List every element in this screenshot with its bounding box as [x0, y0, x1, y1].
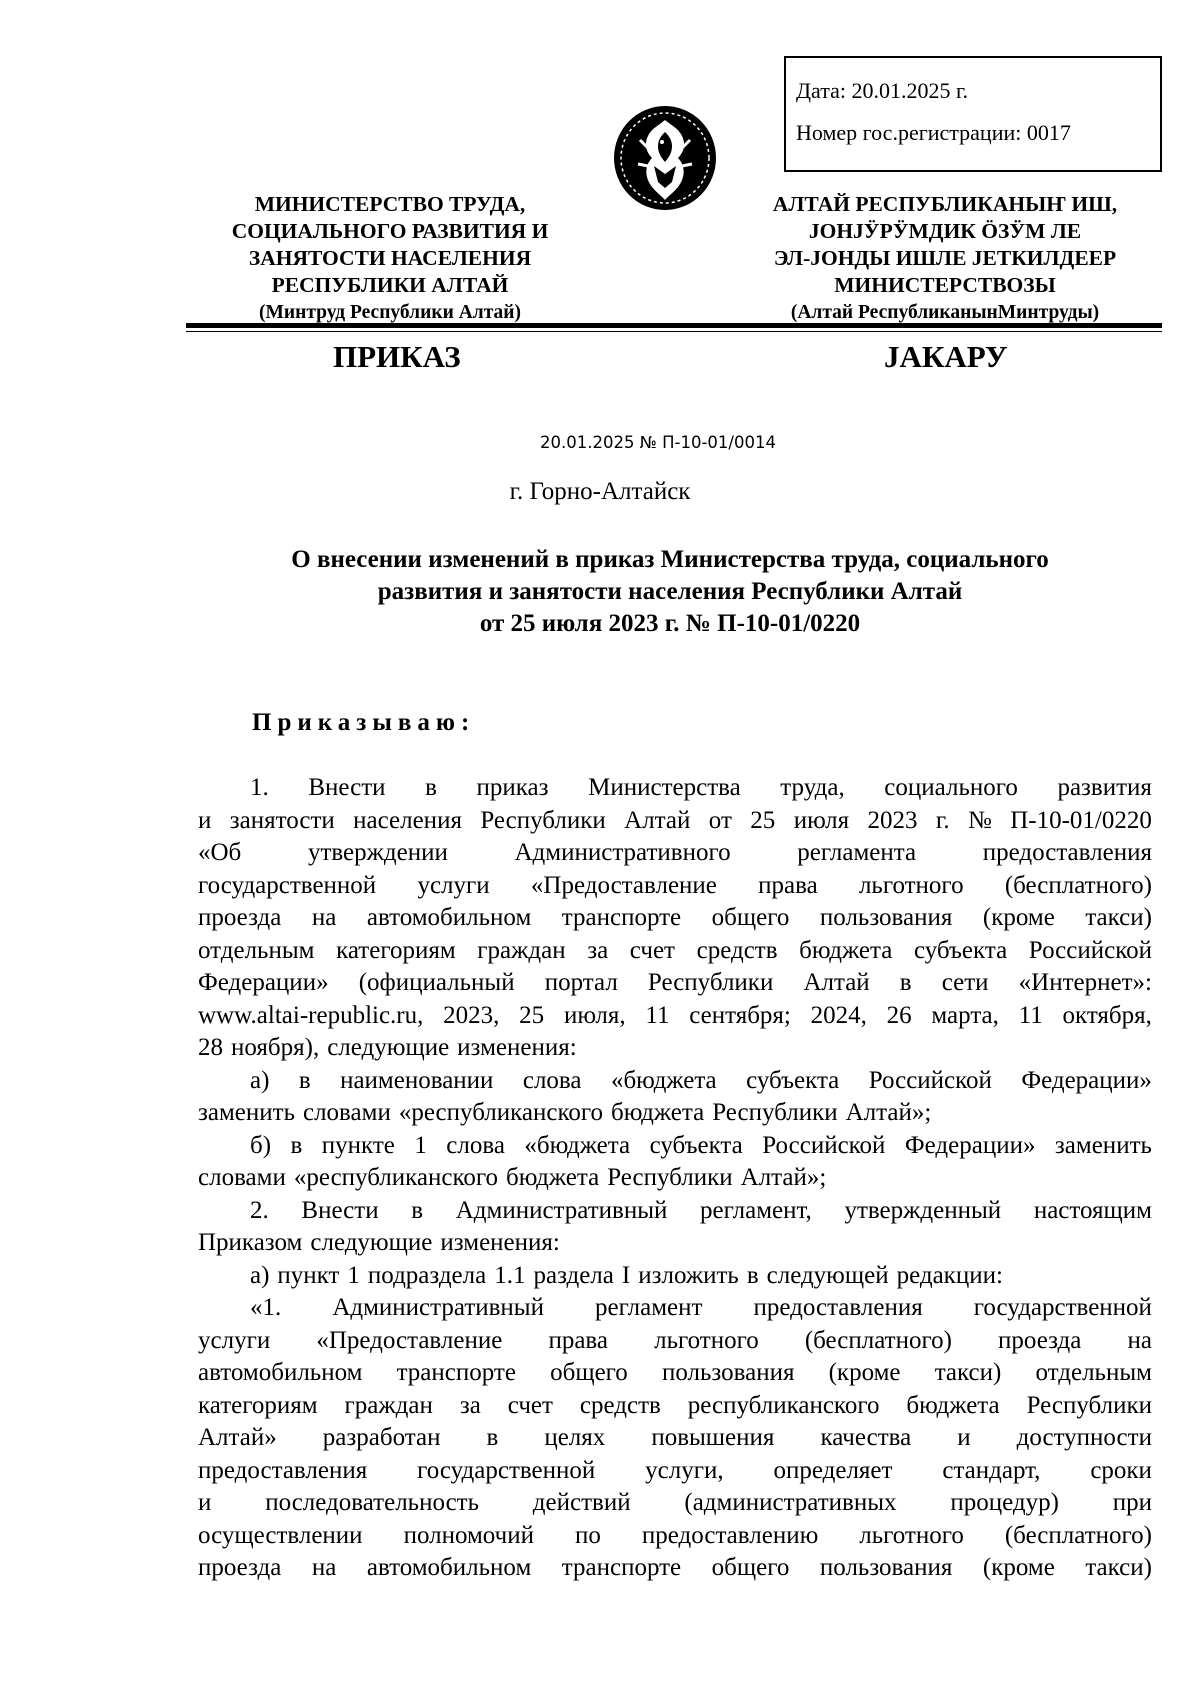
body-word: услуги [417, 871, 490, 899]
body-word: счет [507, 1391, 553, 1419]
body-word: социального [884, 774, 1018, 801]
body-word: заменить [1054, 1131, 1152, 1159]
body-word: проезда [198, 904, 282, 931]
body-word: Российской [868, 1066, 992, 1094]
body-line [198, 1422, 1152, 1455]
body-word: категориям [336, 936, 456, 964]
body-line [198, 1000, 1152, 1033]
body-word: «Предоставление [316, 1326, 503, 1354]
body-word: изменения: [440, 1229, 560, 1256]
body-word: автомобильном [366, 904, 532, 931]
body-word: Республики [1026, 1391, 1152, 1419]
body-word: портал [544, 969, 618, 996]
body-word: государственной [198, 871, 377, 899]
body-word: следующие [310, 1229, 433, 1256]
body-word: 2024, [810, 1001, 867, 1029]
body-word: бюджета [506, 1164, 600, 1191]
body-word: бюджета [906, 1391, 1000, 1419]
body-word: на [311, 904, 337, 931]
body-word: 1.1 [494, 1261, 526, 1289]
body-word: редакции: [896, 1261, 1003, 1289]
document-title-line: от 25 июля 2023 г. № П-10-01/0220 [479, 610, 861, 637]
body-word: (кроме [982, 1554, 1055, 1581]
body-word: «республиканского [398, 1099, 603, 1126]
body-word: 11 [645, 1001, 670, 1029]
body-word: услуги, [645, 1456, 724, 1484]
body-word: регламент [595, 1294, 703, 1321]
body-word: средств [579, 1391, 661, 1419]
body-word: Республики [647, 969, 774, 996]
body-word: доступности [1016, 1424, 1152, 1451]
body-word: 26 [886, 1001, 912, 1029]
body-word: Федерации» [198, 969, 329, 996]
ministry-left-line: МИНИСТЕРСТВО ТРУДА, [254, 192, 526, 216]
document-body [198, 772, 1152, 1585]
body-word: в [411, 1196, 424, 1224]
body-word: наименовании [340, 1066, 494, 1094]
body-word: Алтай»; [740, 1164, 827, 1191]
body-word: отдельным [1035, 1359, 1152, 1386]
ministry-right-line: АЛТАЙ РЕСПУБЛИКАНЫҤ ИШ, [772, 192, 1118, 216]
body-word: субъекта [913, 936, 1008, 964]
body-line [198, 902, 1152, 935]
body-word: регламента [797, 839, 917, 866]
body-word: следующие [327, 1034, 450, 1061]
body-word: полномочий [403, 1521, 534, 1549]
body-word: и [198, 1489, 212, 1516]
body-word: сентября; [689, 1001, 791, 1029]
body-word: (административных [684, 1489, 897, 1516]
body-word: автомобильном [366, 1554, 532, 1581]
body-word: Алтай»; [845, 1099, 932, 1126]
body-word: 1 [414, 1131, 427, 1159]
body-word: 25 [750, 806, 776, 834]
body-word: в [290, 1131, 303, 1159]
body-word: предоставлению [641, 1521, 819, 1549]
body-word: изменения: [457, 1034, 577, 1061]
body-word: «Об [198, 839, 242, 866]
body-word: слова [522, 1066, 582, 1094]
body-word: предоставления [753, 1294, 923, 1321]
registration-date: Дата: 20.01.2025 г. [796, 78, 969, 103]
body-word: льготного [859, 1521, 964, 1549]
body-word: 11 [1018, 1001, 1043, 1029]
ministry-right-line: ЈОНЈӰРӰМДИК ӦЗӰМ ЛЕ [808, 219, 1082, 243]
body-word: утвержденный [844, 1196, 1002, 1224]
body-word: бюджета [799, 936, 893, 964]
body-line [198, 805, 1152, 838]
body-word: (бесплатного) [1004, 1521, 1152, 1549]
body-word: «бюджета [610, 1066, 717, 1094]
body-word: качества [820, 1424, 912, 1451]
body-word: (бесплатного) [1004, 871, 1152, 899]
body-line [198, 967, 1152, 1000]
body-line [198, 1455, 1152, 1488]
body-line [198, 1325, 1152, 1358]
body-word: Федерации» [1021, 1066, 1152, 1094]
body-word: Республики [480, 806, 606, 834]
document-title-line: развития и занятости населения Республики Алтай [377, 578, 963, 605]
body-word: регламент, [700, 1196, 812, 1224]
body-word: ноября), [231, 1034, 320, 1061]
header-divider-thin [186, 331, 1162, 332]
body-word: льготного [654, 1326, 759, 1354]
body-word: последовательность [265, 1489, 479, 1516]
ministry-right-line: МИНИСТЕРСТВОЗЫ [834, 273, 1056, 297]
body-word: Республики [607, 1164, 733, 1191]
body-line [198, 1227, 1152, 1260]
ministry-name-russian [190, 191, 590, 326]
body-word: слова [446, 1131, 505, 1159]
body-line [198, 1032, 1152, 1065]
body-word: изложить [638, 1261, 739, 1289]
body-word: приказ [476, 774, 549, 801]
body-word: повышения [651, 1424, 775, 1451]
body-word: стандарт, [942, 1456, 1041, 1484]
body-word: пользования [661, 1359, 795, 1386]
body-word: права [758, 871, 818, 899]
body-line [198, 1130, 1152, 1163]
body-word: пользования [819, 1554, 953, 1581]
body-line [198, 1260, 1152, 1293]
body-word: общего [550, 1359, 628, 1386]
body-word: проезда [998, 1326, 1082, 1354]
body-word: (официальный [358, 969, 515, 996]
ministry-left-line: СОЦИАЛЬНОГО РАЗВИТИЯ И [231, 219, 549, 243]
body-word: «Предоставление [530, 871, 717, 899]
registration-box [784, 56, 1162, 172]
body-word: государственной [973, 1294, 1152, 1321]
body-word: Федерации» [904, 1131, 1036, 1159]
body-word: в [899, 969, 912, 996]
body-line [198, 1162, 1152, 1195]
body-word: такси) [934, 1359, 1002, 1386]
order-title-altai: ЈАКАРУ [884, 339, 1008, 374]
ministry-left-line: ЗАНЯТОСТИ НАСЕЛЕНИЯ [248, 246, 532, 270]
body-word: 2023 [867, 806, 918, 834]
body-word: (кроме [828, 1359, 901, 1386]
body-word: раздела [533, 1261, 614, 1289]
body-word: предоставления [982, 839, 1152, 866]
body-word: республиканского [687, 1391, 880, 1419]
body-word: Алтай [803, 969, 870, 996]
body-word: утверждении [307, 839, 448, 866]
body-word: труда, [780, 774, 845, 801]
body-word: заменить [198, 1099, 295, 1126]
document-city: г. Горно-Алтайск [509, 478, 691, 505]
body-word: (кроме [982, 904, 1055, 931]
body-word: а) [250, 1066, 270, 1094]
body-word: занятости [229, 806, 335, 834]
body-word: I [621, 1261, 631, 1289]
body-word: № [967, 806, 992, 834]
body-word: автомобильном [198, 1359, 363, 1386]
body-word: счет [629, 936, 675, 964]
body-word: следующей [766, 1261, 889, 1289]
body-word: в [298, 1066, 311, 1094]
body-word: пункте [321, 1131, 395, 1159]
body-word: Алтай» [198, 1424, 277, 1451]
directive-heading: Приказываю: [252, 709, 476, 736]
body-word: общего [711, 904, 790, 931]
body-line [198, 1520, 1152, 1553]
body-word: общего [711, 1554, 790, 1581]
body-word: «Интернет»: [1018, 969, 1152, 996]
body-word: права [548, 1326, 608, 1354]
body-word: определяет [773, 1456, 893, 1484]
body-word: при [1112, 1489, 1152, 1516]
body-word: словами [302, 1099, 391, 1126]
body-word: предоставления [198, 1456, 368, 1484]
body-word: за [587, 936, 609, 964]
ministry-name-altai [735, 191, 1155, 326]
body-word: осуществлении [198, 1521, 363, 1549]
body-word: такси) [1085, 904, 1152, 931]
body-word: за [459, 1391, 481, 1419]
altai-republic-emblem-icon [612, 104, 718, 212]
body-word: услуги [198, 1326, 271, 1354]
body-word: и [957, 1424, 971, 1451]
body-word: г. [935, 806, 950, 834]
body-word: развития [1057, 774, 1152, 801]
body-word: проезда [198, 1554, 282, 1581]
body-word: транспорте [561, 1554, 682, 1581]
body-line [198, 1552, 1152, 1585]
body-word: 2. [250, 1196, 269, 1224]
body-line [198, 1065, 1152, 1098]
body-word: Внести [301, 1196, 379, 1224]
body-word: отдельным [198, 936, 315, 964]
body-word: такси) [1085, 1554, 1152, 1581]
body-word: Республики [712, 1099, 838, 1126]
body-word: Министерства [588, 774, 741, 801]
body-word: Алтай [624, 806, 691, 834]
body-line [198, 870, 1152, 903]
body-word: бюджета [611, 1099, 705, 1126]
body-word: в [486, 1424, 499, 1451]
body-word: Административный [455, 1196, 668, 1224]
body-word: «республиканского [293, 1164, 499, 1191]
body-word: в [425, 774, 437, 801]
body-word: «1. [250, 1294, 282, 1321]
body-word: разработан [322, 1424, 441, 1451]
body-word: Административный [332, 1294, 544, 1321]
body-word: подраздела [367, 1261, 487, 1289]
body-word: настоящим [1033, 1196, 1152, 1224]
body-word: июля, [563, 1001, 626, 1029]
body-line [198, 1357, 1152, 1390]
body-word: 1 [347, 1261, 360, 1289]
body-word: 25 [519, 1001, 545, 1029]
body-word: пользования [819, 904, 953, 931]
body-word: по [574, 1521, 601, 1549]
body-word: категориям [198, 1391, 318, 1419]
body-word: субъекта [649, 1131, 743, 1159]
body-line [198, 935, 1152, 968]
body-word: субъекта [746, 1066, 840, 1094]
body-word: льготного [858, 871, 964, 899]
body-word: на [311, 1554, 337, 1581]
body-word: П-10-01/0220 [1010, 806, 1152, 834]
document-number: 20.01.2025 № П-10-01/0014 [540, 433, 776, 452]
body-word: 1. [250, 774, 269, 801]
body-word: марта, [931, 1001, 999, 1029]
body-word: Административного [514, 839, 731, 866]
body-word: граждан [477, 936, 566, 964]
body-word: действий [532, 1489, 631, 1516]
body-word: 28 [198, 1034, 223, 1061]
body-word: населения [353, 806, 462, 834]
body-word: на [1127, 1326, 1152, 1354]
body-line [198, 1487, 1152, 1520]
document-title-line: О внесении изменений в приказ Министерства труда, социального [291, 546, 1049, 573]
body-word: средств [696, 936, 778, 964]
ministry-right-line: ЭЛ-ЈОНДЫ ИШЛЕ ЈЕТКИЛДЕЕР [773, 246, 1117, 270]
body-word: Приказом [198, 1229, 303, 1256]
body-word: (бесплатного) [804, 1326, 952, 1354]
body-word: а) [250, 1261, 270, 1289]
body-word: государственной [417, 1456, 596, 1484]
body-word: октября, [1062, 1001, 1152, 1029]
body-word: процедур) [950, 1489, 1059, 1516]
body-word: сроки [1090, 1456, 1152, 1484]
body-word: Внести [308, 774, 386, 801]
body-line [198, 772, 1152, 805]
body-word: 2023, [443, 1001, 500, 1029]
body-word: июля [793, 806, 850, 834]
ministry-left-line: РЕСПУБЛИКИ АЛТАЙ [271, 273, 509, 297]
ministry-left-short: (Минтруд Республики Алтай) [258, 302, 522, 323]
body-word: граждан [344, 1391, 433, 1419]
body-word: Российской [1028, 936, 1152, 964]
body-word: словами [198, 1164, 286, 1191]
body-word: транспорте [396, 1359, 516, 1386]
body-word: б) [250, 1131, 272, 1159]
body-word: «бюджета [524, 1131, 631, 1159]
body-word: и [198, 806, 212, 834]
body-word: от [708, 806, 732, 834]
body-line [198, 1390, 1152, 1423]
order-title-russian: ПРИКАЗ [333, 339, 461, 374]
body-word: www.altai-republic.ru, [198, 1001, 424, 1029]
body-word: Российской [762, 1131, 886, 1159]
body-word: в [746, 1261, 759, 1289]
ministry-right-short: (Алтай РеспубликанынМинтруды) [790, 302, 1100, 323]
body-line [198, 1292, 1152, 1325]
body-line [198, 837, 1152, 870]
header-divider-thick [186, 323, 1162, 328]
body-word: транспорте [561, 904, 682, 931]
body-word: сети [941, 969, 989, 996]
body-line [198, 1097, 1152, 1130]
body-word: пункт [277, 1261, 340, 1289]
registration-number: Номер гос.регистрации: 0017 [796, 120, 1071, 145]
body-word: целях [544, 1424, 606, 1451]
body-line [198, 1195, 1152, 1228]
document-title [200, 544, 1140, 640]
